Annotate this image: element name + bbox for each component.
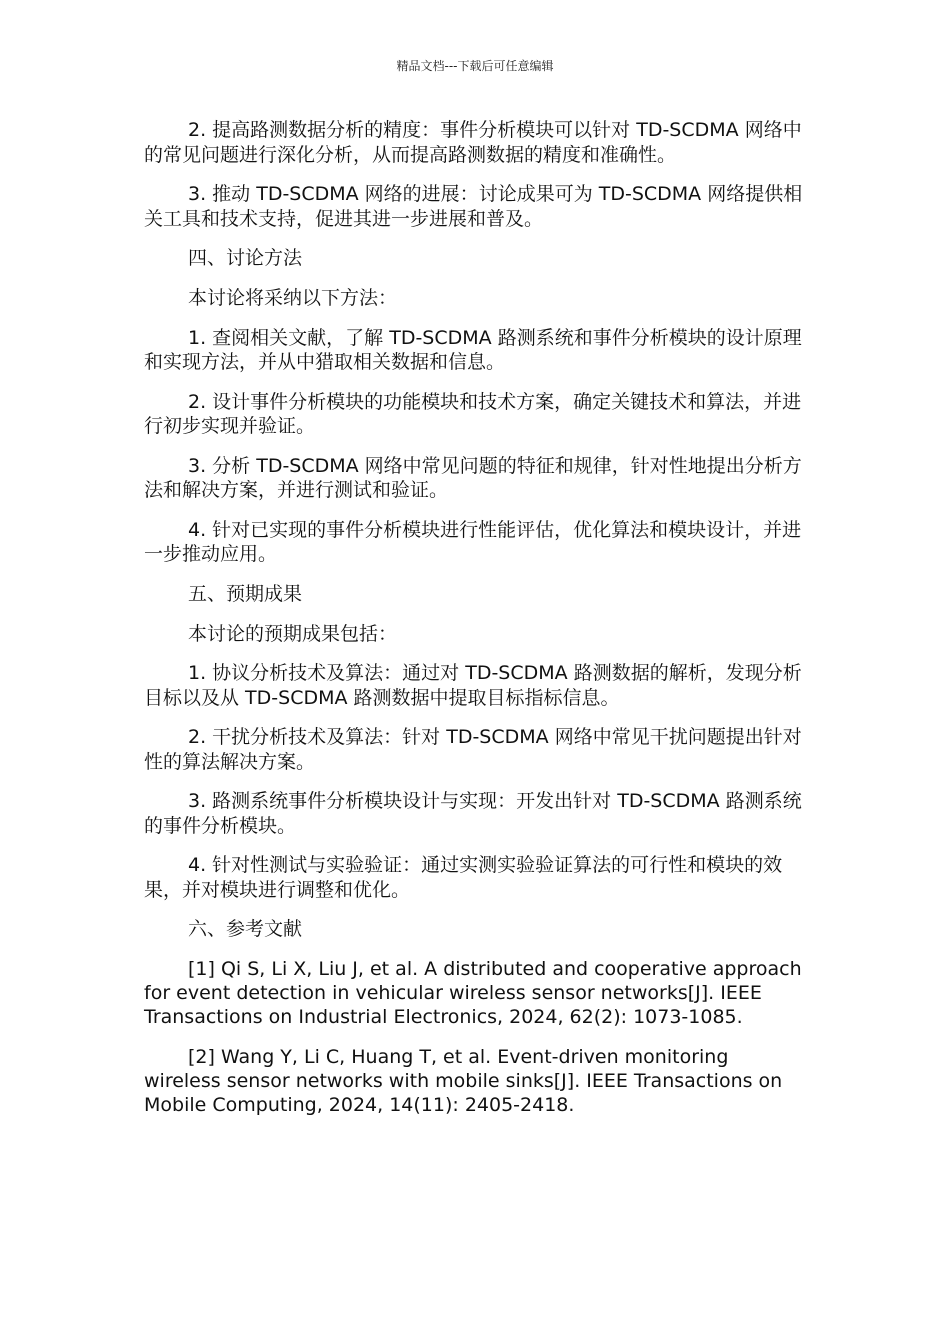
paragraph-methods-intro: 本讨论将采纳以下方法：: [188, 287, 398, 309]
paragraph-outcome-1: 1. 协议分析技术及算法：通过对 TD-SCDMA 路测数据的解析，发现分析目标以及从 TD-SCDMA 路测数据中提取目标指标信息。: [144, 662, 802, 709]
paragraph-goal-3: 3. 推动 TD-SCDMA 网络的进展：讨论成果可为 TD-SCDMA 网络提供相关工具和技术支持，促进其进一步进展和普及。: [144, 183, 803, 230]
paragraph-outcome-3: 3. 路测系统事件分析模块设计与实现：开发出针对 TD-SCDMA 路测系统的事件分析模块。: [144, 790, 802, 837]
paragraph-outcomes-intro: 本讨论的预期成果包括：: [188, 622, 398, 645]
paragraph-goal-2: 2. 提高路测数据分析的精度：事件分析模块可以针对 TD-SCDMA 网络中的常见问题进行深化分析，从而提高路测数据的精度和准确性。: [144, 119, 802, 166]
page-header: 精品文档---下载后可任意编辑: [396, 59, 554, 73]
reference-item-2: [2] Wang Y, Li C, Huang T, et al. Event-driven monitoring wireless sensor networks with mobile sinks[J]. IEEE Transactions on Mobile Computing, 2024, 14(11): 2405-2418.: [144, 1046, 783, 1116]
section-heading-outcomes: 五、预期成果: [188, 582, 303, 605]
section-heading-methods: 四、讨论方法: [188, 247, 303, 269]
reference-item-1: [1] Qi S, Li X, Liu J, et al. A distributed and cooperative approach for event detection in vehicular wireless sensor networks[J]. IEEE Transactions on Industrial Electronics, 2024, 62(2): 1073-1085.: [144, 958, 802, 1028]
paragraph-method-1: 1. 查阅相关文献，了解 TD-SCDMA 路测系统和事件分析模块的设计原理和实现方法，并从中猎取相关数据和信息。: [144, 326, 802, 373]
paragraph-outcome-4: 4. 针对性测试与实验验证：通过实测实验验证算法的可行性和模块的效果，并对模块进行调整和优化。: [144, 854, 783, 901]
paragraph-outcome-2: 2. 干扰分析技术及算法：针对 TD-SCDMA 网络中常见干扰问题提出针对性的算法解决方案。: [144, 726, 802, 773]
paragraph-method-4: 4. 针对已实现的事件分析模块进行性能评估，优化算法和模块设计，并进一步推动应用。: [144, 518, 802, 565]
section-heading-references: 六、参考文献: [188, 918, 303, 940]
paragraph-method-3: 3. 分析 TD-SCDMA 网络中常见问题的特征和规律，针对性地提出分析方法和解决方案，并进行测试和验证。: [144, 454, 802, 501]
paragraph-method-2: 2. 设计事件分析模块的功能模块和技术方案，确定关键技术和算法，并进行初步实现并验证。: [144, 390, 802, 437]
document-body: [144, 118, 808, 1133]
